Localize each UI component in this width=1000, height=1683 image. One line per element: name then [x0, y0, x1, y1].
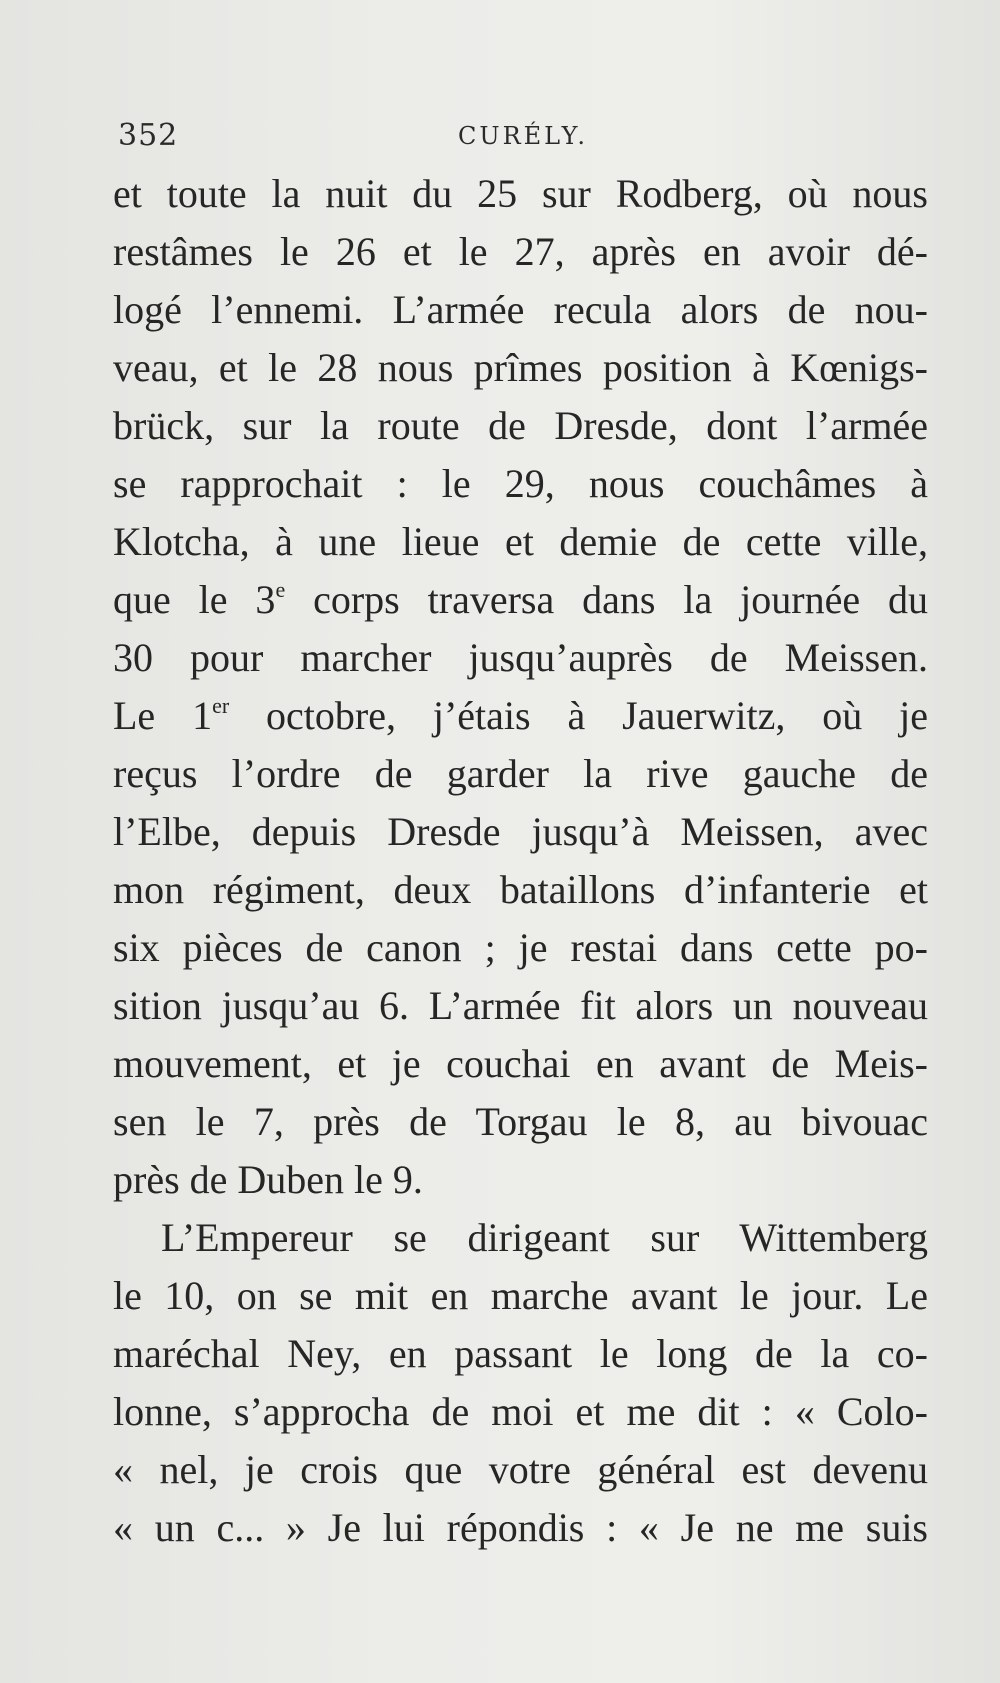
text-line: [113, 687, 928, 745]
text-line: [113, 571, 928, 629]
text-line: l’Elbe, depuis Dresde jusqu’à Meissen, avec: [113, 809, 928, 854]
text-line: logé l’ennemi. L’armée recula alors de nou-: [113, 287, 928, 332]
text-line: mon régiment, deux bataillons d’infanterie et: [113, 867, 928, 912]
page-number: 352: [118, 118, 179, 153]
text-line: mouvement, et je couchai en avant de Meis-: [113, 1041, 928, 1086]
text-line: « un c... » Je lui répondis : « Je ne me suis: [113, 1505, 928, 1550]
text-line: six pièces de canon ; je restai dans cette po-: [113, 925, 928, 970]
text-line: brück, sur la route de Dresde, dont l’armée: [113, 403, 928, 448]
text-segment: octobre, j’étais à Jauerwitz, où je: [229, 693, 928, 738]
text-line: et toute la nuit du 25 sur Rodberg, où nous: [113, 171, 928, 216]
text-line: veau, et le 28 nous prîmes position à Kœnigs-: [113, 345, 928, 390]
text-line: reçus l’ordre de garder la rive gauche de: [113, 751, 928, 796]
text-line: L’Empereur se dirigeant sur Wittemberg: [161, 1215, 928, 1260]
text-segment: que le 3: [113, 577, 276, 622]
running-head: [118, 118, 928, 158]
text-line: se rapprochait : le 29, nous couchâmes à: [113, 461, 928, 506]
text-line: Klotcha, à une lieue et demie de cette ville,: [113, 519, 928, 564]
body-text: [113, 165, 928, 1557]
text-segment: Le 1: [113, 693, 213, 738]
text-line: le 10, on se mit en marche avant le jour. Le: [113, 1273, 928, 1318]
superscript: er: [212, 693, 230, 718]
text-line: « nel, je crois que votre général est devenu: [113, 1447, 928, 1492]
text-line: sition jusqu’au 6. L’armée fit alors un nouveau: [113, 983, 928, 1028]
text-line: près de Duben le 9.: [113, 1157, 423, 1202]
running-title: CURÉLY.: [458, 122, 588, 150]
text-line: lonne, s’approcha de moi et me dit : « Colo-: [113, 1389, 928, 1434]
text-line: maréchal Ney, en passant le long de la co-: [113, 1331, 928, 1376]
text-line: 30 pour marcher jusqu’auprès de Meissen.: [113, 635, 928, 680]
text-line: sen le 7, près de Torgau le 8, au bivouac: [113, 1099, 928, 1144]
text-segment: corps traversa dans la journée du: [285, 577, 928, 622]
text-line: restâmes le 26 et le 27, après en avoir dé-: [113, 229, 928, 274]
superscript: e: [275, 577, 286, 602]
